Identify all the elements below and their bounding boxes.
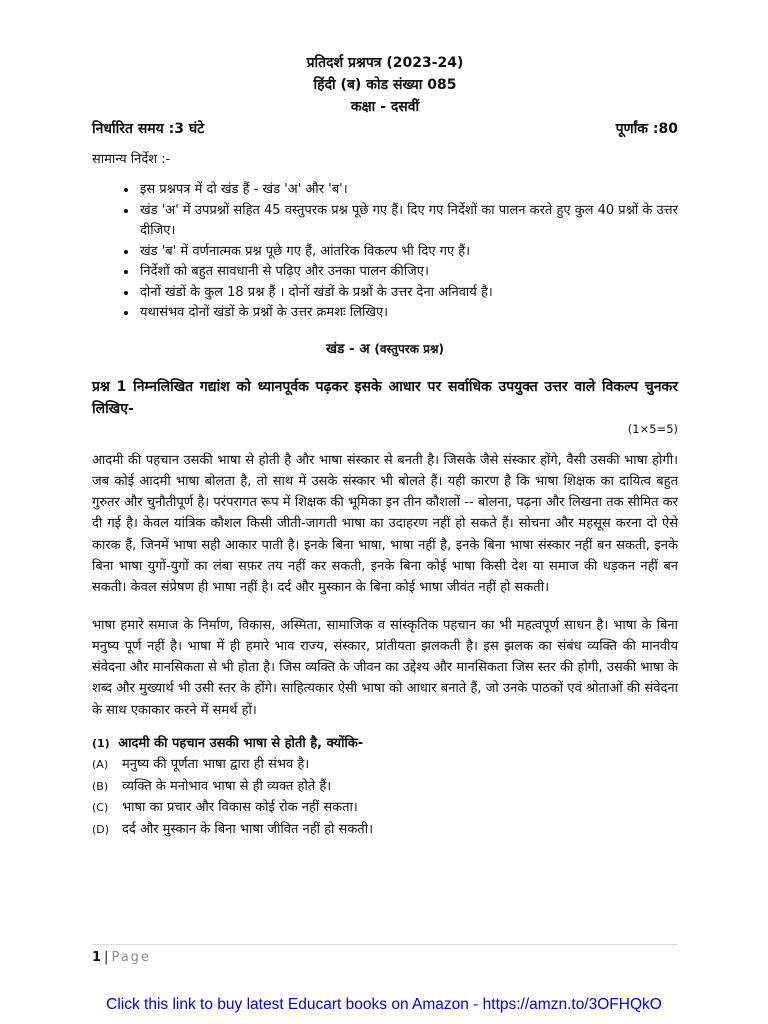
option-label: (B) [92,779,109,793]
page-footer [92,944,678,967]
page-label: Page [111,950,151,965]
option-text: व्यक्ति के मनोभाव भाषा से ही व्यक्त होते हैं। [122,778,332,794]
document-page [92,52,678,840]
instruction-item: • खंड 'अ' में उपप्रश्नों सहित 45 वस्तुपरक प्रश्न पूछे गए हैं। दिए गए निर्देशों का पालन करते हुए कुल 40 प्रश्नों के उत्तर दीजिए। [138,201,678,242]
option-label: (A) [92,758,109,772]
option-text: मनुष्य की पूर्णता भाषा द्वारा ही संभव है। [122,757,310,773]
question-1-marks: (1×5=5) [627,421,678,436]
section-subtitle: (वस्तुपरक प्रश्न) [374,341,444,356]
instructions-list [92,180,678,324]
instruction-item: • यथासंभव दोनों खंडों के प्रश्नों के उत्तर क्रमशः लिखिए। [138,303,678,324]
subquestion-number: (1) [92,737,110,751]
option-c [92,797,678,819]
options-list [92,754,678,840]
instruction-item: • निर्देशों को बहुत सावधानी से पढ़िए और उनका पालन कीजिए। [138,262,678,283]
class-label: कक्षा - दसवीं [350,99,420,115]
option-text: दर्द और मुस्कान के बिना भाषा जीवित नहीं हो सकती। [122,821,374,837]
page-number: 1 [92,950,102,965]
instruction-item: • दोनों खंडों के कुल 18 प्रश्न हैं । दोनों खंडों के प्रश्नों के उत्तर देना अनिवार्य है। [138,283,678,304]
passage-paragraph-1: आदमी की पहचान उसकी भाषा से होती है और भाषा संस्कार से बनती है। जिसके जैसे संस्कार होंगे, वैसी उसकी भाषा होगी। जब कोई आदमी भाषा बोलता है, तो साथ में उसके संस्कार भी बोलते हैं। यही कारण है कि भाषा शिक्षक का दायित्व बहुत गुरुतर और चुनौतीपूर्ण है। परंपरागत रूप में शिक्षक की भूमिका इन तीन कौशलों -- बोलना, पढ़ना और लिखना तक सीमित कर दी गई है। केवल यांत्रिक कौशल किसी जीती-जागती भाषा का उदाहरण नहीं हो सकते हैं। सोचना और महसूस करना दो ऐसे कारक हैं, जिनमें भाषा सही आकार पाती है। इनके बिना भाषा, भाषा नहीं है, इनके बिना भाषा संस्कार नहीं बन सकती, इनके बिना भाषा युगों-युगों का लंबा सफ़र तय नहीं कर सकती, इनके बिना कोई भाषा किसी देश या समाज की धड़कन नहीं बन सकती। केवल संप्रेषण ही भाषा नहीं है। दर्द और मुस्कान के बिना कोई भाषा जीवंत नहीं हो सकती। [92,452,678,596]
option-label: (D) [92,822,110,836]
instructions-title: सामान्य निर्देश :- [92,152,171,167]
passage-paragraph-2: भाषा हमारे समाज के निर्माण, विकास, अस्मिता, सामाजिक व सांस्कृतिक पहचान का भी महत्वपूर्ण साधन है। भाषा के बिना मनुष्य पूर्ण नहीं है। भाषा में ही हमारे भाव राज्य, संस्कार, प्रांतीयता झलकती है। इस झलक का संबंध व्यक्ति की मानवीय संवेदना और मानसिकता से भी होता है। जिस व्यक्ति के जीवन का उद्देश्य और मानसिकता जिस स्तर की होगी, उसकी भाषा के शब्द और मुख्यार्थ भी उसी स्तर के होंगे। साहित्यकार ऐसी भाषा को आधार बनाते हैं, जो उनके पाठकों एवं श्रोताओं की संवेदना के साथ एकाकार करने में समर्थ हों। [92,617,678,718]
subquestion-text: आदमी की पहचान उसकी भाषा से होती है, क्योंकि- [118,736,364,752]
amazon-buy-link[interactable]: Click this link to buy latest Educart books on Amazon - https://amzn.to/3OFHQkO [106,996,662,1013]
paper-title: प्रतिदर्श प्रश्नपत्र (2023-24) [306,55,464,71]
footer-separator: | [104,950,109,965]
subject-code: हिंदी (ब) कोड संख्या 085 [313,77,457,93]
time-marks-row [92,118,678,140]
max-marks: पूर्णांक :80 [615,121,678,137]
question-1-text: प्रश्न 1 निम्नलिखित गद्यांश को ध्यानपूर्वक पढ़कर इसके आधार पर सर्वाधिक उपयुक्त उत्तर वाले विकल्प चुनकर लिखिए- [92,378,678,417]
subquestion-1 [92,733,678,754]
instruction-item: • खंड 'ब' में वर्णनात्मक प्रश्न पूछे गए हैं, आंतरिक विकल्प भी दिए गए हैं। [138,242,678,263]
time-allowed: निर्धारित समय :3 घंटे [92,121,205,137]
option-b [92,776,678,798]
option-label: (C) [92,801,109,815]
option-a [92,754,678,776]
option-d [92,819,678,841]
section-name: खंड - अ [326,340,370,357]
section-heading [92,338,678,360]
option-text: भाषा का प्रचार और विकास कोई रोक नहीं सकता। [122,800,358,816]
instruction-item: • इस प्रश्नपत्र में दो खंड हैं - खंड 'अ' और 'ब'। [138,180,678,201]
